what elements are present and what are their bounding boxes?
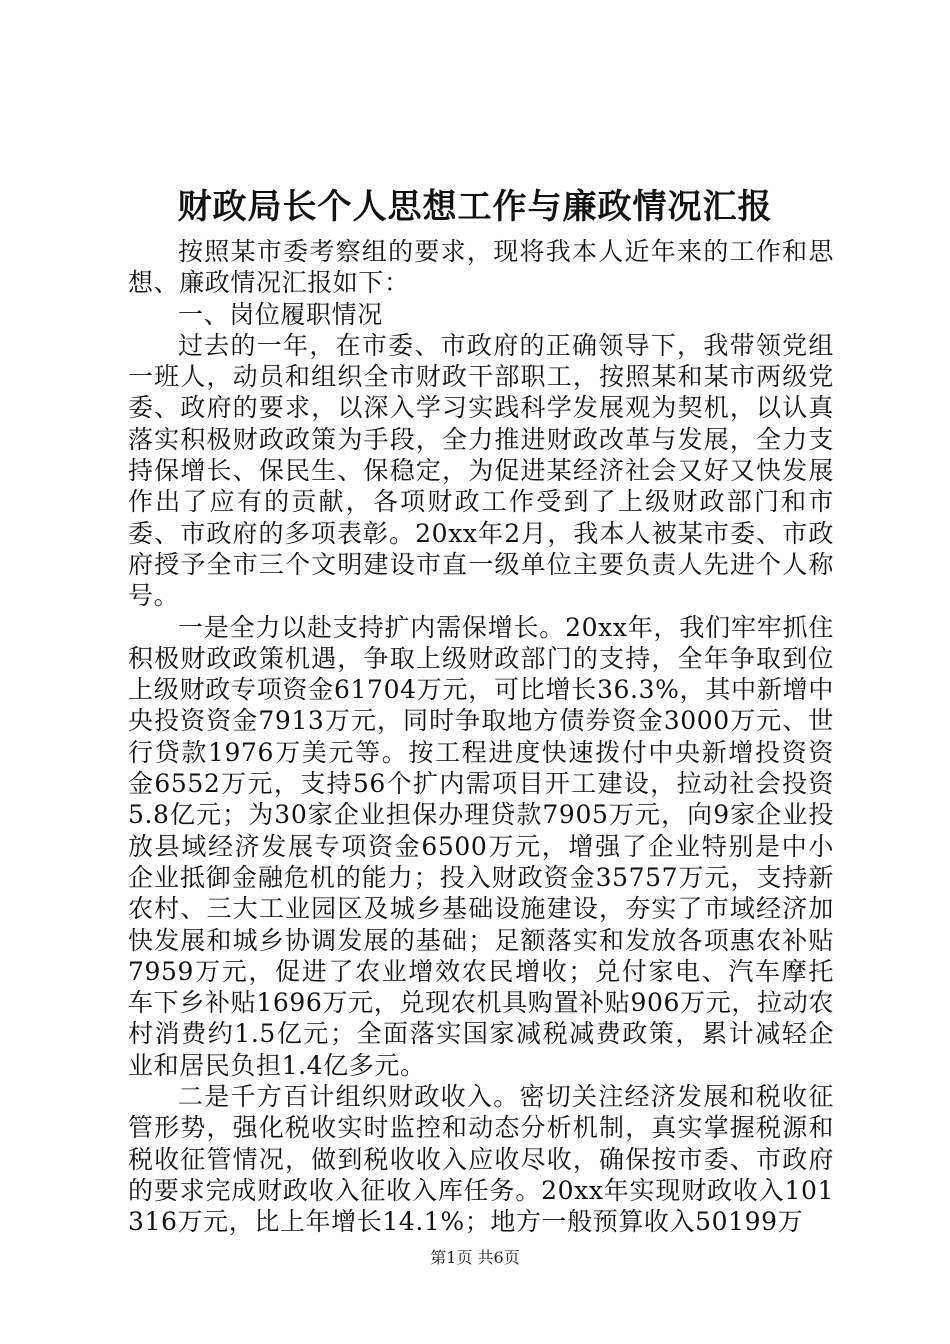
document-title: 财政局长个人思想工作与廉政情况汇报 xyxy=(177,187,773,227)
paragraph-overview: 过去的一年，在市委、市政府的正确领导下，我带领党组一班人，动员和组织全市财政干部职工，按照某和某市两级党委、政府的要求，以深入学习实践科学发展观为契机，以认真落实积极财政政策为手段，全力推进财政改革与发展，全力支持保增长、保民生、保稳定，为促进某经济社会又好又快发展作出了应有的贡献，各项财政工作受到了上级财政部门和市委、市政府的多项表彰。20xx年2月，我本人被某市委、市政府授予全市三个文明建设市直一级单位主要负责人先进个人称号。 xyxy=(128,330,834,611)
section-heading: 一、岗位履职情况 xyxy=(178,299,383,329)
paragraph-growth: 一是全力以赴支持扩内需保增长。20xx年，我们牢牢抓住积极财政政策机遇，争取上级财政部门的支持，全年争取到位上级财政专项资金61704万元，可比增长36.3%，其中新增中央投资资金7913万元，同时争取地方债券资金3000万元、世行贷款1976万美元等。按工程进度快速拨付中央新增投资资金6552万元，支持56个扩内需项目开工建设，拉动社会投资5.8亿元；为30家企业担保办理贷款7905万元，向9家企业投放县域经济发展专项资金6500万元，增强了企业特别是中小企业抵御金融危机的能力；投入财政资金35757万元，支持新农村、三大工业园区及城乡基础设施建设，夯实了市域经济加快发展和城乡协调发展的基础；足额落实和发放各项惠农补贴7959万元，促进了农业增效农民增收；兑付家电、汽车摩托车下乡补贴1696万元，兑现农机具购置补贴906万元，拉动农村消费约1.5亿元；全面落实国家减税减费政策，累计减轻企业和居民负担1.4亿多元。 xyxy=(128,612,834,1080)
document-body xyxy=(128,236,834,1238)
paragraph-revenue: 二是千方百计组织财政收入。密切关注经济发展和税收征管形势，强化税收实时监控和动态分析机制，真实掌握税源和税收征管情况，做到税收收入应收尽收，确保按市委、市政府的要求完成财政收入征收入库任务。20xx年实现财政收入101316万元，比上年增长14.1%；地方一般预算收入50199万 xyxy=(128,1082,834,1237)
paragraph-intro: 按照某市委考察组的要求，现将我本人近年来的工作和思想、廉政情况汇报如下： xyxy=(128,237,834,298)
page-number-footer: 第1页 共6页 xyxy=(430,1248,520,1267)
